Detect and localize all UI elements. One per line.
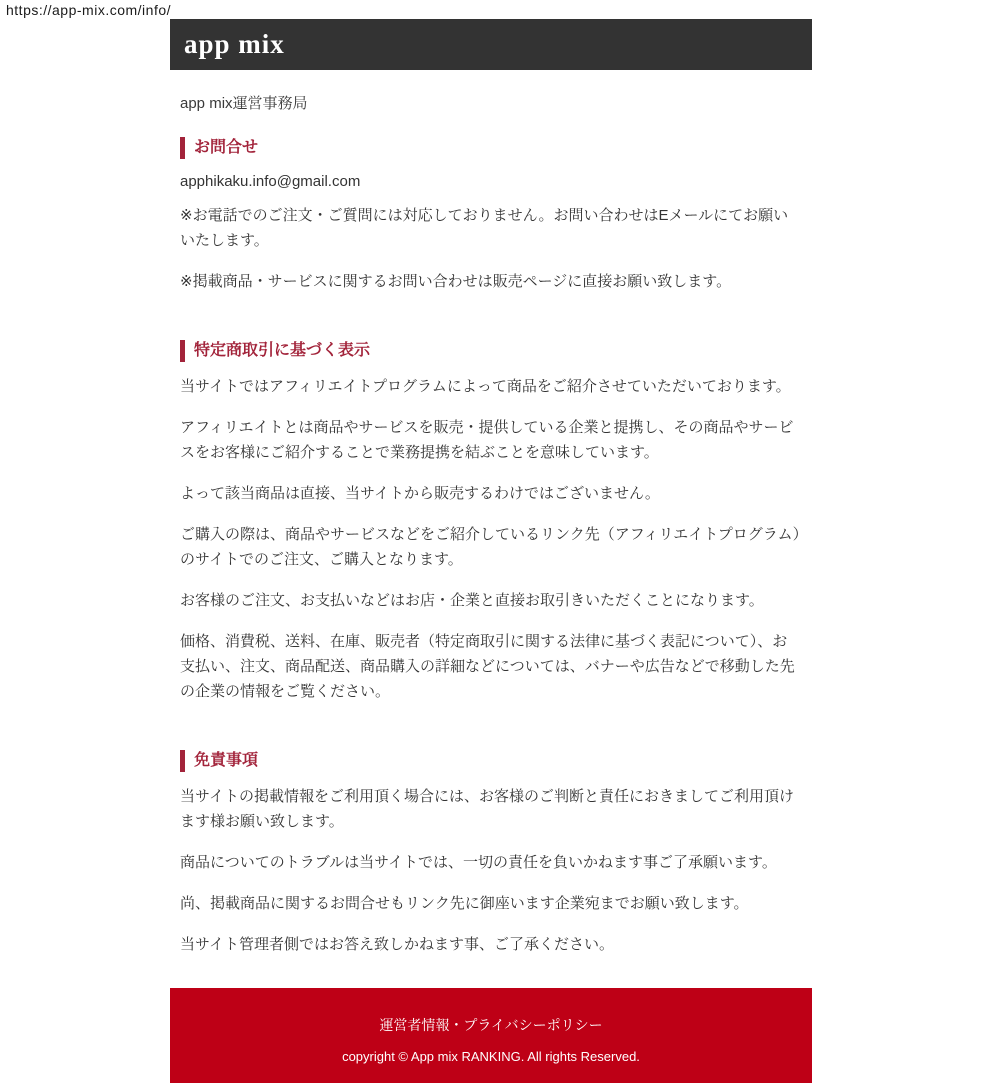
page-url: https://app-mix.com/info/ (6, 2, 172, 18)
tokutei-paragraph: 当サイトではアフィリエイトプログラムによって商品をご紹介させていただいております。 (180, 378, 791, 395)
site-header (170, 19, 812, 70)
tokutei-section (180, 340, 802, 704)
tokutei-heading: 特定商取引に基づく表示 (180, 340, 802, 362)
disclaimer-paragraph: 当サイトの掲載情報をご利用頂く場合には、お客様のご判断と責任におきましてご利用頂けます様お願い致します。 (180, 788, 794, 830)
disclaimer-paragraph: 当サイト管理者側ではお答え致しかねます事、ご了承ください。 (180, 936, 614, 953)
contact-note: ※お電話でのご注文・ご質問には対応しておりません。お問い合わせはEメールにてお願いいたします。 (180, 207, 789, 249)
main-content (170, 92, 812, 957)
copyright-text: copyright © App mix RANKING. All rights Reserved. (342, 1049, 640, 1064)
tokutei-paragraph: ご購入の際は、商品やサービスなどをご紹介しているリンク先（アフィリエイトプログラム）のサイトでのご注文、ご購入となります。 (180, 526, 801, 568)
disclaimer-section (180, 750, 802, 957)
site-logo[interactable]: app mix (184, 29, 285, 59)
contact-note: ※掲載商品・サービスに関するお問い合わせは販売ページに直接お願い致します。 (180, 273, 732, 290)
disclaimer-paragraph: 尚、掲載商品に関するお問合せもリンク先に御座います企業宛までお願い致します。 (180, 895, 749, 912)
email-link[interactable]: apphikaku.info@gmail.com (180, 173, 361, 190)
page-container (170, 19, 812, 1083)
operator-label: app mix運営事務局 (180, 95, 308, 112)
privacy-policy-link[interactable]: 運営者情報・プライバシーポリシー (379, 1017, 603, 1033)
tokutei-paragraph: アフィリエイトとは商品やサービスを販売・提供している企業と提携し、その商品やサービスをお客様にご紹介することで業務提携を結ぶことを意味しています。 (180, 419, 794, 461)
tokutei-paragraph: よって該当商品は直接、当サイトから販売するわけではございません。 (180, 485, 660, 502)
site-footer (170, 988, 812, 1083)
disclaimer-paragraph: 商品についてのトラブルは当サイトでは、一切の責任を負いかねます事ご了承願います。 (180, 854, 777, 871)
tokutei-paragraph: お客様のご注文、お支払いなどはお店・企業と直接お取引きいただくことになります。 (180, 592, 764, 609)
contact-heading: お問合せ (180, 137, 802, 159)
disclaimer-heading: 免責事項 (180, 750, 802, 772)
tokutei-paragraph: 価格、消費税、送料、在庫、販売者（特定商取引に関する法律に基づく表記について）、お支払い、注文、商品配送、商品購入の詳細などについては、バナーや広告などで移動した先の企業の情報をご覧ください。 (180, 633, 795, 700)
contact-section (180, 137, 802, 294)
